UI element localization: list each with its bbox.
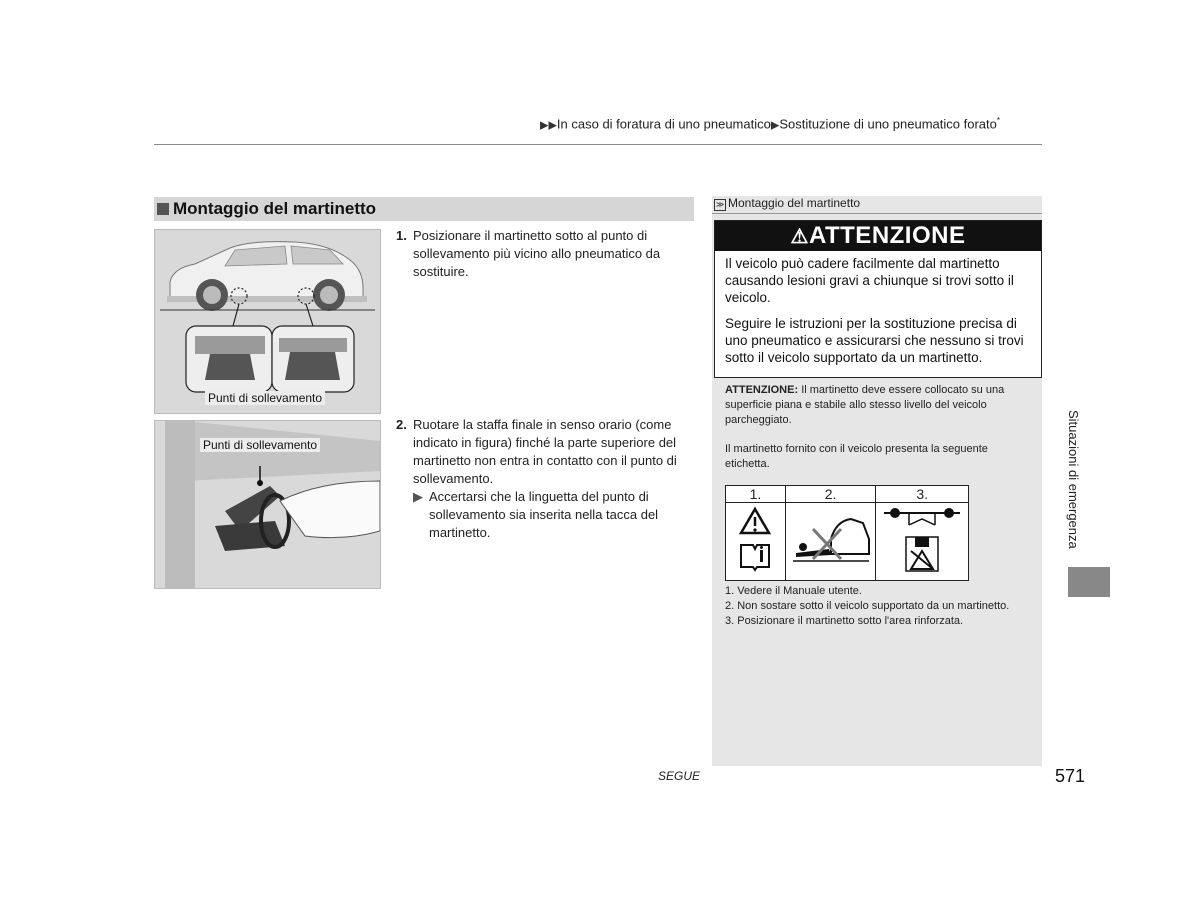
step-1 [396, 227, 696, 281]
warning-title: ATTENZIONE [808, 222, 966, 249]
step-2 [396, 416, 696, 542]
step-1-number: 1. [396, 228, 407, 243]
continued-label: SEGUE [658, 769, 701, 783]
jack-position-icon [879, 503, 965, 575]
sidebar-notes [712, 196, 1042, 766]
warning-header [715, 221, 1041, 251]
chapter-tab [1066, 410, 1086, 560]
label-cell-3 [876, 503, 969, 581]
warning-text [715, 251, 1041, 366]
jack-label-intro: Il martinetto fornito con il veicolo presenta la seguente etichetta. [725, 443, 988, 470]
section-title-bar [154, 197, 694, 221]
chapter-tab-marker [1068, 567, 1110, 597]
breadcrumb-part1: In caso di foratura di uno pneumatico [556, 116, 771, 132]
car-illustration [155, 230, 380, 413]
label-cell-2 [785, 503, 875, 581]
arrow-icon: ▶ [413, 489, 423, 504]
warning-paragraph-1: Il veicolo può cadere facilmente dal martinetto causando lesioni gravi a chiunque si trovi sotto il veicolo. [725, 256, 1014, 305]
footnote-mark: * [996, 116, 1000, 125]
step-2-number: 2. [396, 417, 407, 432]
chapter-tab-label: Situazioni di emergenza [1066, 410, 1081, 549]
label-col-2-header: 2. [785, 486, 875, 503]
step-1-text: Posizionare il martinetto sotto al punto di sollevamento più vicino allo pneumatico da sostituire. [413, 228, 661, 279]
step-2-substep [413, 488, 696, 542]
label-col-1-header: 1. [726, 486, 786, 503]
label-legend [725, 584, 1040, 629]
legend-item-3: 3. Posizionare il martinetto sotto l'area rinforzata. [725, 615, 964, 627]
reference-icon: ≫ [715, 200, 725, 209]
sidebar-heading-text: Montaggio del martinetto [728, 196, 861, 210]
figure-car-jack-points [154, 229, 381, 414]
caution-text: Il martinetto deve essere collocato su una superficie piana e stabile allo stesso livello del veicolo parcheggiato. [725, 384, 1005, 426]
breadcrumb-part2: Sostituzione di uno pneumatico forato [779, 116, 997, 132]
step-2-text: Ruotare la staffa finale in senso orario (come indicato in figura) finché la parte superiore del martinetto non entra in contatto con il punto di sollevamento. [413, 417, 677, 486]
warning-box [714, 220, 1042, 378]
warning-triangle-icon: ⚠ [790, 226, 809, 248]
breadcrumb [540, 116, 1050, 131]
section-title: Montaggio del martinetto [173, 199, 377, 218]
warning-paragraph-2: Seguire le istruzioni per la sostituzione precisa di uno pneumatico e assicurarsi che nessuno si trovi sotto il veicolo supportato da un martinetto. [725, 316, 1024, 365]
no-person-under-car-icon [791, 509, 871, 569]
step-2-substep-text: Accertarsi che la linguetta del punto di sollevamento sia inserita nella tacca del martinetto. [429, 489, 659, 540]
arrow-icon: ▶ [770, 119, 780, 132]
page-number: 571 [1055, 766, 1086, 786]
caution-note [725, 383, 1035, 428]
legend-item-2: 2. Non sostare sotto il veicolo supportato da un martinetto. [725, 600, 1010, 612]
legend-item-1: 1. Vedere il Manuale utente. [725, 585, 862, 597]
figure1-label: Punti di sollevamento [205, 391, 325, 405]
jack-label-table [725, 485, 969, 581]
figure2-label: Punti di sollevamento [200, 438, 320, 452]
caution-label: ATTENZIONE: [725, 384, 799, 396]
figure-jack-crank [154, 420, 381, 589]
label-cell-1 [726, 503, 786, 581]
sidebar-heading [712, 196, 1042, 214]
header-divider [154, 144, 1042, 145]
section-square-icon [157, 203, 169, 215]
double-arrow-icon: ▶▶ [540, 119, 557, 132]
label-col-3-header: 3. [876, 486, 969, 503]
warning-manual-icon [735, 503, 775, 575]
